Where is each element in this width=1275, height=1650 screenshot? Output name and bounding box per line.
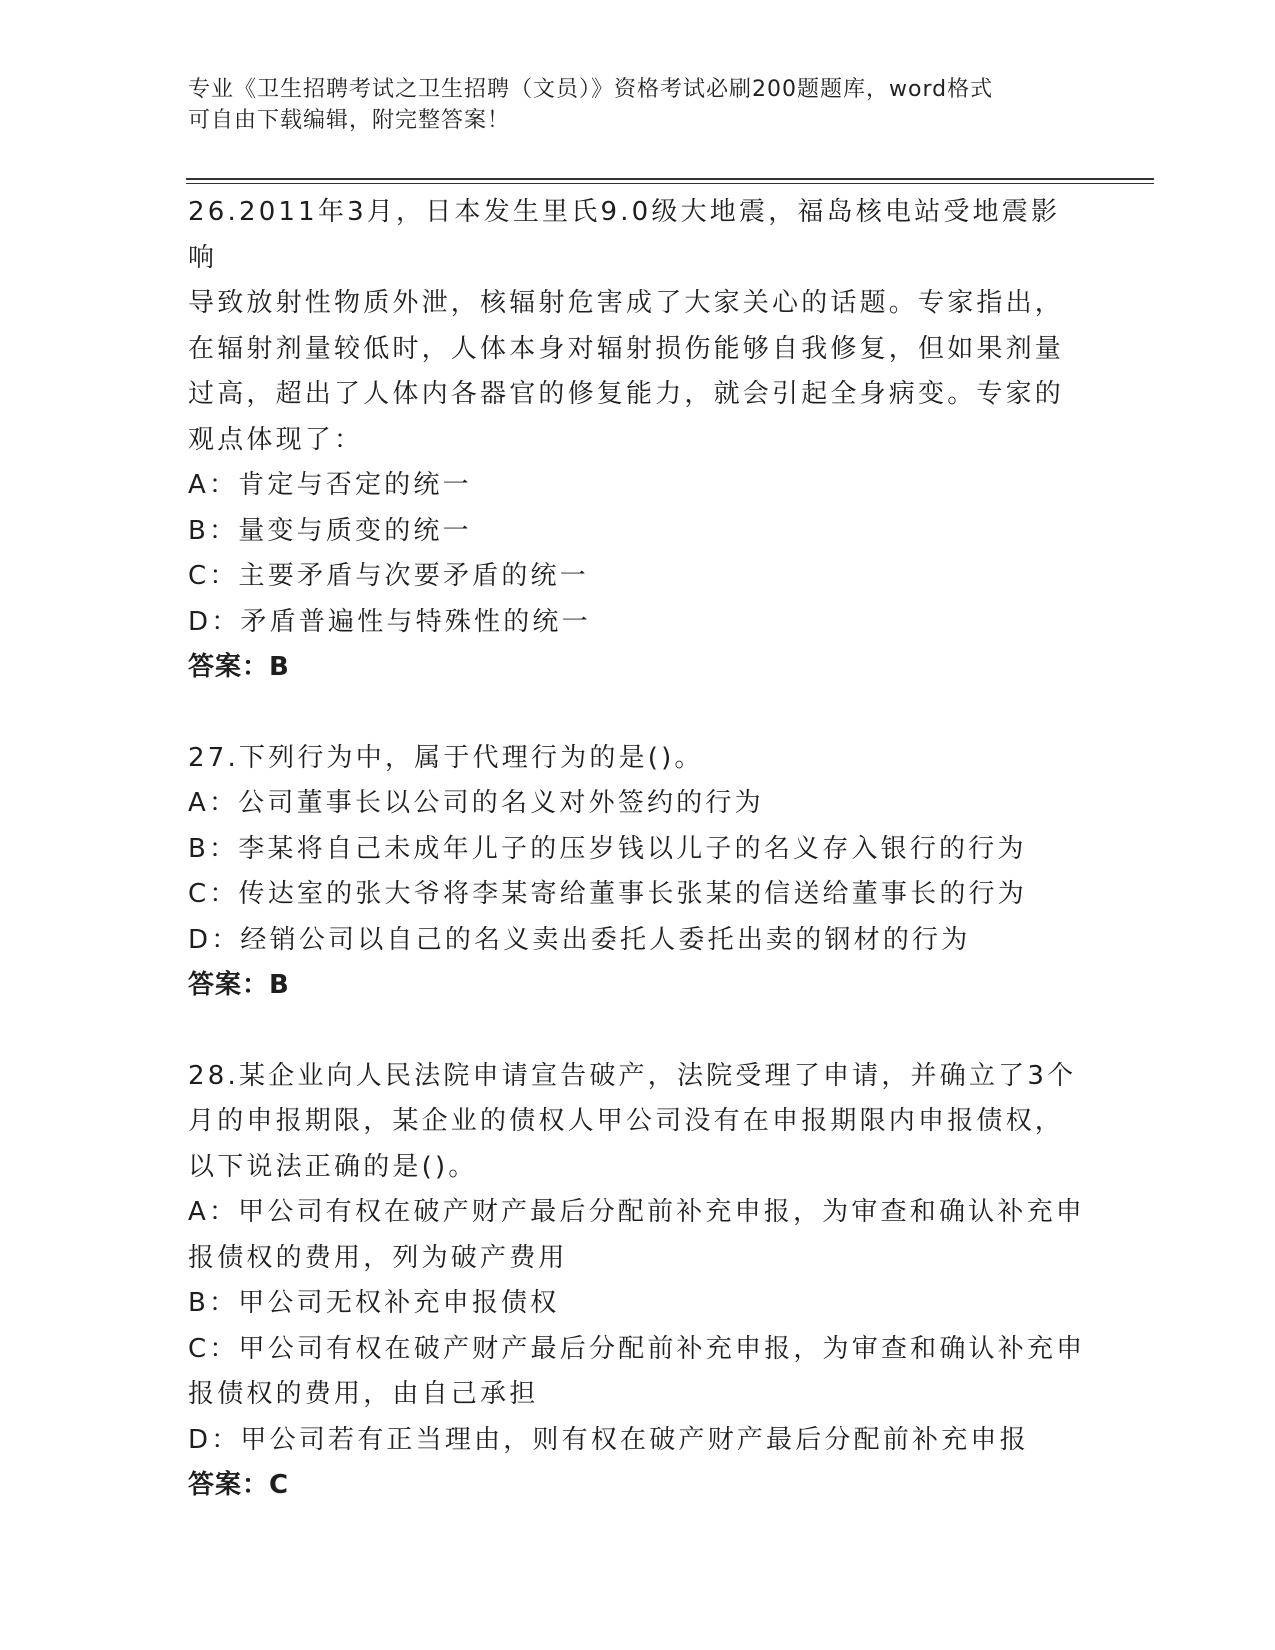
answer-line: 答案：B bbox=[188, 652, 290, 682]
option-d: D：矛盾普遍性与特殊性的统一 bbox=[188, 606, 591, 637]
question-stem-line: 27.下列行为中，属于代理行为的是()。 bbox=[188, 742, 704, 773]
question-26 bbox=[188, 190, 1088, 691]
header-divider-thick bbox=[186, 178, 1154, 180]
option-d: D：甲公司若有正当理由，则有权在破产财产最后分配前补充申报 bbox=[188, 1424, 1029, 1455]
answer-line: 答案：B bbox=[188, 970, 290, 1000]
question-list bbox=[188, 190, 1088, 1509]
question-stem-line: 过高，超出了人体内各器官的修复能力，就会引起全身病变。专家的 bbox=[188, 379, 1065, 409]
question-stem-line: 导致放射性物质外泄，核辐射危害成了大家关心的话题。专家指出， bbox=[188, 288, 1065, 318]
document-header bbox=[188, 74, 1068, 136]
option-a: A：公司董事长以公司的名义对外签约的行为 bbox=[188, 788, 764, 818]
option-c: C：传达室的张大爷将李某寄给董事长张某的信送给董事长的行为 bbox=[188, 879, 1027, 909]
question-27 bbox=[188, 736, 1088, 1009]
answer-line: 答案：C bbox=[188, 1470, 290, 1500]
question-spacer bbox=[188, 691, 1088, 736]
option-c: C：甲公司有权在破产财产最后分配前补充申报，为审查和确认补充申 bbox=[188, 1333, 1086, 1364]
header-line-2: 可自由下载编辑，附完整答案！ bbox=[188, 108, 511, 133]
option-d: D：经销公司以自己的名义卖出委托人委托出卖的钢材的行为 bbox=[188, 924, 971, 955]
option-c-continued: 报债权的费用，由自己承担 bbox=[188, 1379, 539, 1409]
header-line-1: 专业《卫生招聘考试之卫生招聘（文员）》资格考试必刷200题题库，word格式 bbox=[188, 77, 994, 102]
option-a-continued: 报债权的费用，列为破产费用 bbox=[188, 1242, 568, 1273]
option-a: A：甲公司有权在破产财产最后分配前补充申报，为审查和确认补充申 bbox=[188, 1197, 1085, 1227]
option-a: A：肯定与否定的统一 bbox=[188, 470, 472, 500]
question-stem-line: 26.2011年3月，日本发生里氏9.0级大地震，福岛核电站受地震影响 bbox=[188, 197, 1061, 273]
option-c: C：主要矛盾与次要矛盾的统一 bbox=[188, 561, 589, 591]
option-b: B：李某将自己未成年儿子的压岁钱以儿子的名义存入银行的行为 bbox=[188, 833, 1027, 864]
option-b: B：量变与质变的统一 bbox=[188, 515, 472, 546]
question-28 bbox=[188, 1054, 1088, 1509]
question-stem-line: 月的申报期限，某企业的债权人甲公司没有在申报期限内申报债权， bbox=[188, 1106, 1065, 1136]
question-spacer bbox=[188, 1009, 1088, 1054]
question-stem-line: 28.某企业向人民法院申请宣告破产，法院受理了申请，并确立了3个 bbox=[188, 1060, 1077, 1091]
header-divider-thin bbox=[186, 183, 1154, 184]
question-stem-line: 在辐射剂量较低时，人体本身对辐射损伤能够自我修复，但如果剂量 bbox=[188, 333, 1065, 364]
question-stem-line: 以下说法正确的是()。 bbox=[188, 1151, 478, 1182]
question-stem-line: 观点体现了： bbox=[188, 424, 364, 455]
option-b: B：甲公司无权补充申报债权 bbox=[188, 1288, 560, 1318]
